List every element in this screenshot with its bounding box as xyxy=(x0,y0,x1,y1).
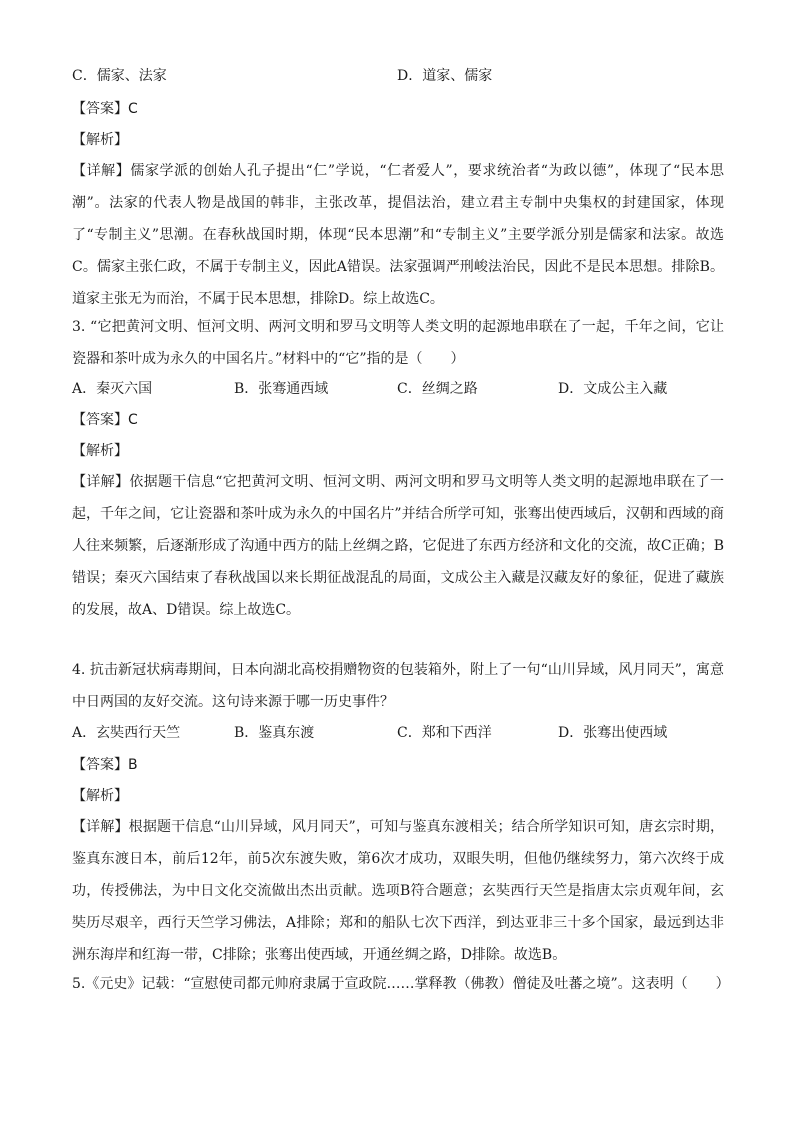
q4-option-a: A．玄奘西行天竺 xyxy=(72,725,181,741)
option-d: D．道家、儒家 xyxy=(397,68,493,84)
q4-option-c: C．郑和下西洋 xyxy=(397,725,492,741)
analysis-label: 【解析】 xyxy=(72,132,128,148)
q4-answer: 【答案】B xyxy=(72,757,138,773)
q3-option-c: C．丝绸之路 xyxy=(397,381,478,397)
q3-detail: 【详解】依据题干信息“它把黄河文明、恒河文明、两河文明和罗马文明等人类文明的起源地串联在了一起，千年之间，它让瓷器和茶叶成为永久的中国名片”并结合所学可知，张骞出使西域后，汉朝和西域的商人往来频繁，后逐渐形成了沟通中西方的陆上丝绸之路，它促进了东西方经济和文化的交流，故C正确；B错误；秦灭六国结束了春秋战国以来长期征战混乱的局面，文成公主入藏是汉藏友好的象征，促进了藏族的发展，故A、D错误。综上故选C。 xyxy=(72,474,724,618)
q3-analysis-label: 【解析】 xyxy=(72,443,128,459)
q3-answer: 【答案】C xyxy=(72,412,138,428)
q4-option-b: B．鉴真东渡 xyxy=(234,725,315,741)
q4-analysis-label: 【解析】 xyxy=(72,788,128,804)
question-3-stem: 3. “它把黄河文明、恒河文明、两河文明和罗马文明等人类文明的起源地串联在了一起，千年之间，它让瓷器和茶叶成为永久的中国名片。”材料中的“它”指的是（ ） xyxy=(72,319,724,367)
option-c: C．儒家、法家 xyxy=(72,68,167,84)
q3-option-b: B．张骞通西域 xyxy=(234,381,329,397)
answer-line: 【答案】C xyxy=(72,101,138,117)
q4-detail: 【详解】根据题干信息“山川异域，风月同天”，可知与鉴真东渡相关；结合所学知识可知，唐玄宗时期，鉴真东渡日本，前后12年，前5次东渡失败，第6次才成功，双眼失明，但他仍继续努力，第六次终于成功，传授佛法，为中日文化交流做出杰出贡献。选项B符合题意；玄奘西行天竺是指唐太宗贞观年间，玄奘历尽艰辛，西行天竺学习佛法，A排除；郑和的船队七次下西洋，到达亚非三十多个国家，最远到达非洲东海岸和红海一带，C排除；张骞出使西域，开通丝绸之路，D排除。故选B。 xyxy=(72,819,724,963)
detail-paragraph: 【详解】儒家学派的创始人孔子提出“仁”学说，“仁者爱人”，要求统治者“为政以德”，体现了“民本思潮”。法家的代表人物是战国的韩非，主张改革，提倡法治，建立君主专制中央集权的封建国家，体现了“专制主义”思潮。在春秋战国时期，体现“民本思潮”和“专制主义”主要学派分别是儒家和法家。故选C。儒家主张仁政，不属于专制主义，因此A错误。法家强调严刑峻法治民，因此不是民本思想。排除B。道家主张无为而治，不属于民本思想，排除D。综上故选C。 xyxy=(72,163,724,307)
q3-option-d: D．文成公主入藏 xyxy=(558,381,668,397)
q4-option-d: D．张骞出使西域 xyxy=(558,725,668,741)
q3-option-a: A．秦灭六国 xyxy=(72,381,153,397)
question-4-stem: 4. 抗击新冠状病毒期间，日本向湖北高校捐赠物资的包装箱外，附上了一句“山川异域，风月同天”，寓意中日两国的友好交流。这句诗来源于哪一历史事件？ xyxy=(72,662,724,710)
question-5-stem: 5.《元史》记载：“宣慰使司都元帅府隶属于宣政院……掌释教（佛教）僧徒及吐蕃之境”。这表明（ ） xyxy=(72,976,730,992)
